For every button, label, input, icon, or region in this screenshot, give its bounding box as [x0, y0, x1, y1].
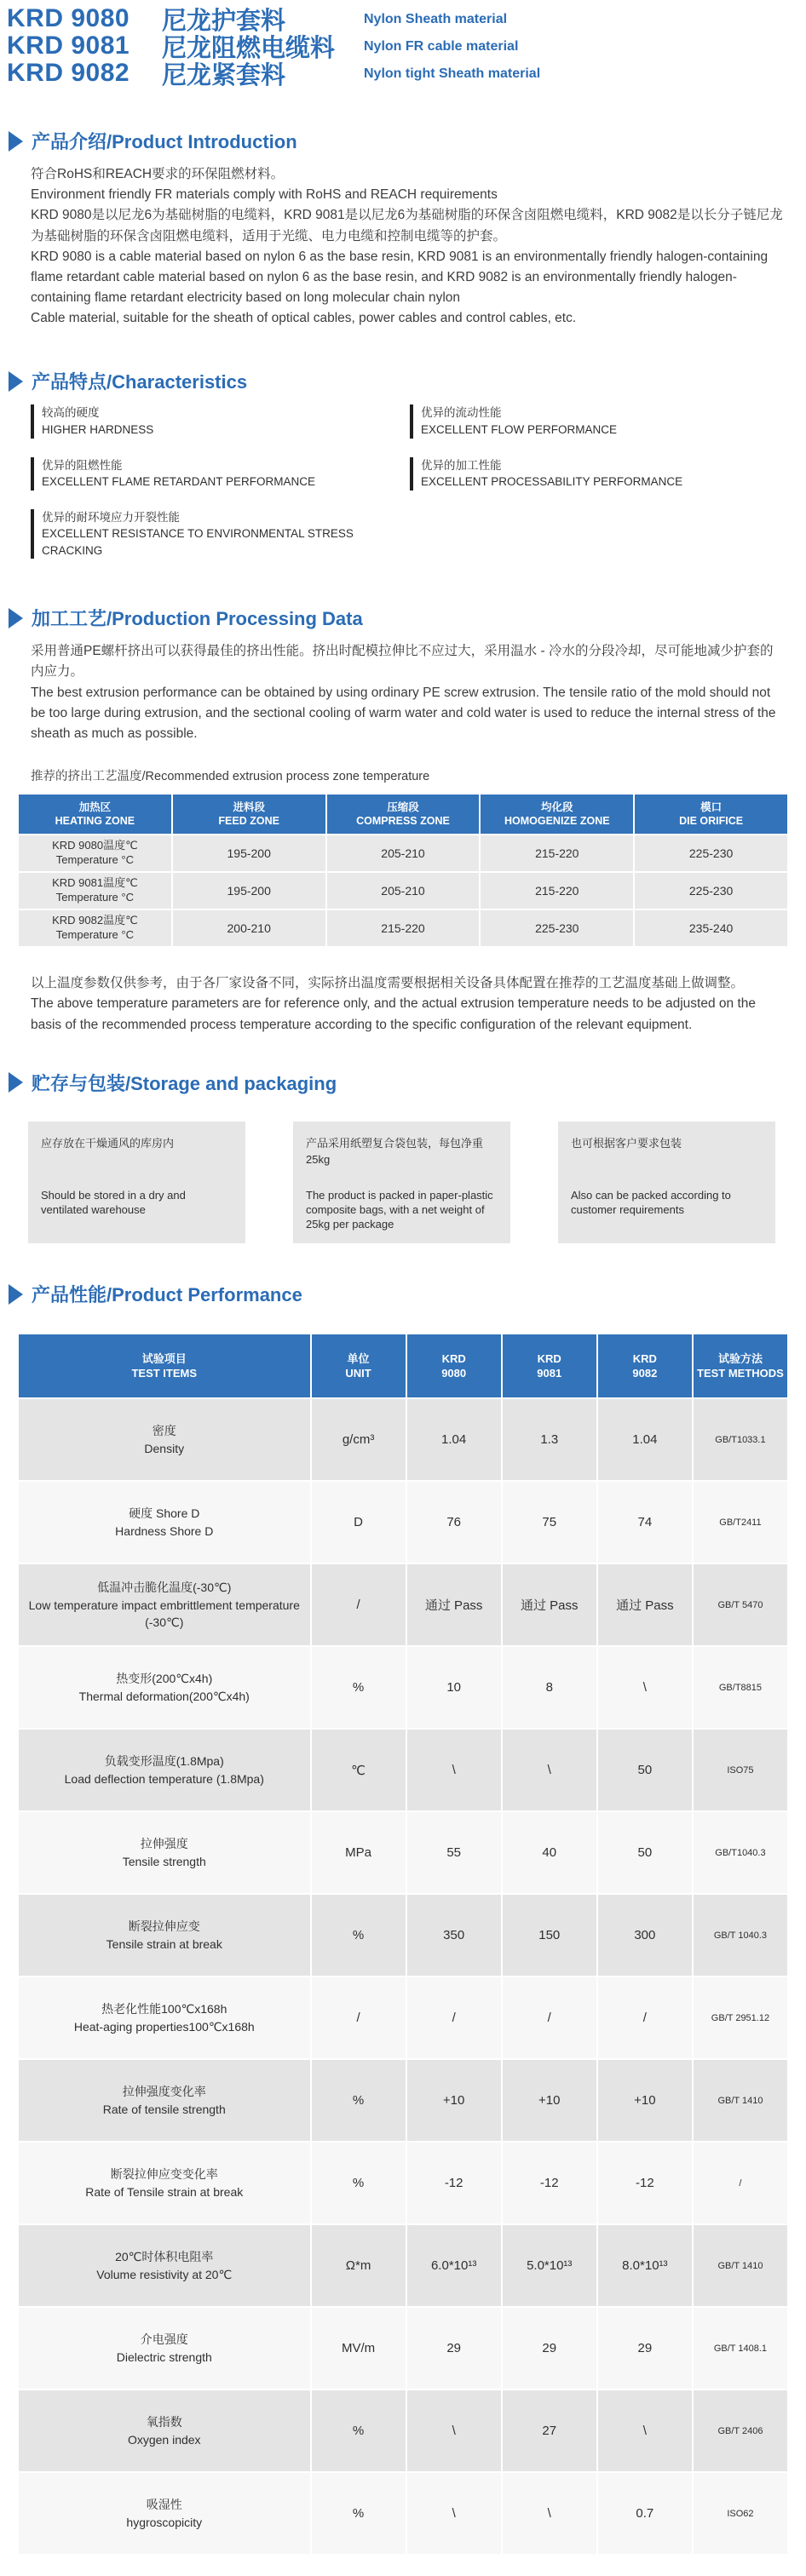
section-characteristics [0, 368, 806, 559]
product-name-en: Nylon FR cable material [364, 39, 519, 54]
test-method-cell: ISO62 [693, 2472, 788, 2555]
test-item-cell [18, 1976, 311, 2059]
krd9082-value-cell: 50 [597, 1811, 693, 1894]
header-line-1: 试验方法 [717, 1351, 763, 1365]
krd9080-value-cell: +10 [406, 2059, 502, 2142]
section-title: 产品性能/Product Performance [32, 1284, 302, 1306]
section-heading-characteristics [9, 368, 806, 394]
krd9082-value-cell: 1.04 [597, 1398, 693, 1481]
feed-zone-value: 195-200 [172, 835, 326, 872]
die-orifice-value: 235-240 [634, 909, 788, 947]
temp-table-row [18, 909, 788, 947]
test-item-cn: 热老化性能100℃x168h [101, 2002, 227, 2017]
performance-row [18, 1976, 788, 2059]
product-title-row [7, 32, 806, 60]
krd9080-value-cell: 1.04 [406, 1398, 502, 1481]
section-title: 产品介绍/Product Introduction [32, 131, 297, 152]
header-line-2: TEST ITEMS [131, 1367, 198, 1380]
processing-text [31, 641, 786, 744]
feed-zone-value: 200-210 [172, 909, 326, 947]
zone-cn: KRD 9081温度℃ [52, 876, 138, 890]
performance-row [18, 1398, 788, 1481]
test-method-cell: ISO75 [693, 1729, 788, 1811]
header-line-2: 9081 [537, 1367, 562, 1380]
test-item-en: Rate of Tensile strain at break [85, 2184, 244, 2199]
krd9081-value-cell: 150 [502, 1894, 597, 1976]
test-item-cell [18, 2307, 311, 2390]
product-name-en: Nylon tight Sheath material [364, 66, 541, 81]
krd9081-value-cell: 8 [502, 1646, 597, 1729]
characteristic-en: EXCELLENT FLAME RETARDANT PERFORMANCE [42, 475, 316, 489]
processing-note [31, 973, 786, 1036]
storage-box [28, 1122, 245, 1243]
test-item-en: Volume resistivity at 20℃ [96, 2267, 233, 2281]
header-line-en: FEED ZONE [218, 815, 279, 828]
storage-box-en: Should be stored in a dry and ventilated warehouse [41, 1188, 186, 1216]
temp-table-header-cell [634, 794, 788, 835]
test-item-cell [18, 2390, 311, 2472]
section-heading-performance [9, 1281, 806, 1307]
introduction-text [31, 164, 786, 329]
test-item-cn: 密度 [152, 1424, 176, 1438]
test-item-cell [18, 2224, 311, 2307]
die-orifice-value: 225-230 [634, 872, 788, 909]
compress-zone-value: 205-210 [326, 835, 481, 872]
zone-en: Temperature °C [55, 853, 134, 867]
triangle-bullet-icon [9, 1284, 23, 1305]
test-item-cell [18, 2142, 311, 2224]
test-method-cell: GB/T 1410 [693, 2059, 788, 2142]
performance-row [18, 2390, 788, 2472]
unit-cell: / [311, 1976, 406, 2059]
temp-table-header-row [18, 794, 788, 835]
extrusion-temperature-table [17, 793, 789, 948]
paragraph: 以上温度参数仅供参考，由于各厂家设备不同，实际挤出温度需要根据相关设备具体配置在推荐的工艺温度基础上做调整。 [31, 976, 745, 991]
product-code: KRD 9081 [7, 32, 130, 60]
krd9082-value-cell: 50 [597, 1729, 693, 1811]
test-item-cell [18, 1563, 311, 1646]
characteristic-cn: 优异的耐环境应力开裂性能 [42, 510, 180, 524]
header-line-1: KRD [441, 1351, 466, 1365]
triangle-bullet-icon [9, 131, 23, 152]
performance-header-cell [18, 1334, 311, 1398]
homogenize-zone-value: 215-220 [480, 835, 634, 872]
storage-box-cn: 也可根据客户要求包装 [571, 1136, 682, 1150]
performance-header-cell [597, 1334, 693, 1398]
performance-header-cell [693, 1334, 788, 1398]
performance-row [18, 2224, 788, 2307]
storage-boxes [28, 1122, 806, 1243]
section-introduction [0, 128, 806, 329]
unit-cell: / [311, 1563, 406, 1646]
performance-header-row [18, 1334, 788, 1398]
performance-row [18, 1481, 788, 1563]
performance-row [18, 2059, 788, 2142]
performance-row [18, 2142, 788, 2224]
characteristic-cn: 较高的硬度 [42, 406, 100, 420]
performance-header-cell [406, 1334, 502, 1398]
performance-row [18, 2472, 788, 2555]
section-processing [0, 605, 806, 1035]
krd9082-value-cell: 8.0*10¹³ [597, 2224, 693, 2307]
homogenize-zone-value: 215-220 [480, 872, 634, 909]
product-name-cn: 尼龙紧套料 [162, 61, 286, 89]
test-method-cell: GB/T2411 [693, 1481, 788, 1563]
header-line-1: KRD [632, 1351, 657, 1365]
krd9081-value-cell: 29 [502, 2307, 597, 2390]
section-heading-storage [9, 1070, 806, 1096]
product-code: KRD 9082 [7, 59, 130, 87]
product-title-row [7, 4, 806, 35]
krd9080-value-cell: \ [406, 2472, 502, 2555]
characteristic-en: HIGHER HARDNESS [42, 422, 154, 436]
unit-cell: % [311, 1894, 406, 1976]
characteristics-grid [31, 404, 758, 559]
krd9082-value-cell: \ [597, 1646, 693, 1729]
header-line-cn: 压缩段 [387, 800, 419, 813]
section-performance [0, 1281, 806, 2556]
header-line-1: 单位 [347, 1351, 370, 1365]
paragraph: KRD 9080是以尼龙6为基础树脂的电缆料，KRD 9081是以尼龙6为基础树脂的环保含卤阻燃电缆料，KRD 9082是以长分子链尼龙为基础树脂的环保含卤阻燃电缆料，适用于光缆、电力电缆和控制电缆等的护套。 [31, 208, 783, 244]
test-method-cell: GB/T8815 [693, 1646, 788, 1729]
test-method-cell: GB/T 2406 [693, 2390, 788, 2472]
test-item-cn: 低温冲击脆化温度(-30℃) [97, 1581, 232, 1595]
header-line-en: COMPRESS ZONE [356, 815, 450, 828]
test-method-cell: / [693, 2142, 788, 2224]
test-item-cn: 介电强度 [140, 2332, 188, 2347]
test-item-cn: 吸湿性 [146, 2498, 182, 2512]
header-line-en: HEATING ZONE [55, 815, 135, 828]
die-orifice-value: 225-230 [634, 835, 788, 872]
triangle-bullet-icon [9, 608, 23, 628]
characteristic-cn: 优异的阻燃性能 [42, 458, 123, 472]
storage-box-en: Also can be packed according to customer requirements [571, 1188, 731, 1216]
characteristic-item [31, 457, 379, 491]
characteristic-en: EXCELLENT PROCESSABILITY PERFORMANCE [421, 475, 683, 489]
homogenize-zone-value: 225-230 [480, 909, 634, 947]
krd9080-value-cell: 10 [406, 1646, 502, 1729]
performance-table [17, 1333, 789, 2556]
section-storage [0, 1070, 806, 1243]
krd9080-value-cell: -12 [406, 2142, 502, 2224]
krd9082-value-cell: \ [597, 2390, 693, 2472]
product-title-row [7, 60, 806, 87]
krd9081-value-cell: 75 [502, 1481, 597, 1563]
krd9081-value-cell: +10 [502, 2059, 597, 2142]
paragraph: KRD 9080 is a cable material based on nylon 6 as the base resin, KRD 9081 is an environmentally friendly halogen-containing flame retardant cable material based on nylon 6 as the base resin, and KRD 9082 is an environmentally friendly halogen-containing flame retardant electricity based on long molecular chain nylon [31, 249, 769, 306]
test-method-cell: GB/T 5470 [693, 1563, 788, 1646]
krd9080-value-cell: 通过 Pass [406, 1563, 502, 1646]
test-method-cell: GB/T 2951.12 [693, 1976, 788, 2059]
paragraph: 采用普通PE螺杆挤出可以获得最佳的挤出性能。挤出时配模拉伸比不应过大，采用温水 - 冷水的分段冷却，尽可能地减少护套的内应力。 [31, 644, 774, 680]
compress-zone-value: 205-210 [326, 872, 481, 909]
unit-cell: % [311, 2472, 406, 2555]
test-item-en: Thermal deformation(200℃x4h) [78, 1689, 250, 1703]
temp-table-header-cell [18, 794, 172, 835]
paragraph: The above temperature parameters are for reference only, and the actual extrusion temperature needs to be adjusted on the basis of the recommended process temperature according to the specific configuration of the relevant equipment. [31, 996, 757, 1032]
krd9081-value-cell: 27 [502, 2390, 597, 2472]
krd9081-value-cell: / [502, 1976, 597, 2059]
triangle-bullet-icon [9, 371, 23, 392]
section-title: 加工工艺/Production Processing Data [32, 608, 363, 630]
zone-label-cell [18, 909, 172, 947]
krd9082-value-cell: / [597, 1976, 693, 2059]
header-line-en: DIE ORIFICE [679, 815, 744, 828]
unit-cell: % [311, 2390, 406, 2472]
header-line-2: TEST METHODS [697, 1367, 784, 1380]
header-line-2: UNIT [345, 1367, 371, 1380]
krd9082-value-cell: +10 [597, 2059, 693, 2142]
krd9082-value-cell: 通过 Pass [597, 1563, 693, 1646]
product-name-cn: 尼龙阻燃电缆料 [162, 34, 336, 62]
zone-label-cell [18, 872, 172, 909]
krd9080-value-cell: \ [406, 1729, 502, 1811]
krd9081-value-cell: \ [502, 1729, 597, 1811]
product-title-block [0, 5, 806, 87]
performance-row [18, 1811, 788, 1894]
temp-table-header-cell [326, 794, 481, 835]
performance-header-cell [311, 1334, 406, 1398]
krd9082-value-cell: -12 [597, 2142, 693, 2224]
product-name-en: Nylon Sheath material [364, 12, 508, 26]
header-line-cn: 均化段 [541, 800, 573, 813]
performance-row [18, 1646, 788, 1729]
characteristic-cn: 优异的流动性能 [421, 406, 502, 420]
krd9080-value-cell: \ [406, 2390, 502, 2472]
header-line-1: KRD [537, 1351, 561, 1365]
paragraph: Environment friendly FR materials comply with RoHS and REACH requirements [31, 187, 498, 203]
test-method-cell: GB/T1040.3 [693, 1811, 788, 1894]
zone-en: Temperature °C [55, 891, 134, 904]
unit-cell: Ω*m [311, 2224, 406, 2307]
test-method-cell: GB/T 1040.3 [693, 1894, 788, 1976]
performance-header-cell [502, 1334, 597, 1398]
temp-table-row [18, 835, 788, 872]
test-item-cell [18, 1481, 311, 1563]
test-method-cell: GB/T 1408.1 [693, 2307, 788, 2390]
krd9081-value-cell: 通过 Pass [502, 1563, 597, 1646]
triangle-bullet-icon [9, 1072, 23, 1093]
performance-row [18, 1729, 788, 1811]
test-item-cell [18, 1729, 311, 1811]
test-item-cell [18, 1811, 311, 1894]
test-item-cn: 20℃时体积电阻率 [115, 2250, 214, 2264]
krd9081-value-cell: 5.0*10¹³ [502, 2224, 597, 2307]
test-item-cn: 热变形(200℃x4h) [116, 1672, 213, 1686]
performance-row [18, 1894, 788, 1976]
unit-cell: g/cm³ [311, 1398, 406, 1481]
test-item-cn: 拉伸强度变化率 [122, 2085, 206, 2099]
krd9082-value-cell: 74 [597, 1481, 693, 1563]
header-line-cn: 模口 [700, 800, 723, 813]
section-heading-processing [9, 605, 806, 631]
zone-cn: KRD 9080温度℃ [52, 839, 138, 852]
zone-cn: KRD 9082温度℃ [52, 914, 138, 927]
feed-zone-value: 195-200 [172, 872, 326, 909]
paragraph: The best extrusion performance can be obtained by using ordinary PE screw extrusion. The tensile ratio of the mold should not be too large during extrusion, and the sectional cooling of warm water and cold water is used to reduce the internal stress of the sheath as much as possible. [31, 685, 776, 741]
test-item-cn: 断裂拉伸应变 [128, 1919, 200, 1934]
characteristic-item [31, 509, 379, 559]
test-item-en: Heat-aging properties100℃x168h [73, 2019, 255, 2034]
test-item-en: Dielectric strength [116, 2349, 212, 2364]
header-line-cn: 进料段 [233, 800, 265, 813]
header-line-cn: 加热区 [78, 800, 112, 813]
performance-row [18, 1563, 788, 1646]
krd9082-value-cell: 300 [597, 1894, 693, 1976]
storage-box-en: The product is packed in paper-plastic composite bags, with a net weight of 25kg per package [306, 1188, 493, 1231]
header-line-en: HOMOGENIZE ZONE [504, 815, 610, 828]
paragraph: Cable material, suitable for the sheath of optical cables, power cables and control cables, etc. [31, 311, 577, 326]
test-item-cell [18, 1646, 311, 1729]
storage-box [293, 1122, 510, 1243]
test-item-cn: 拉伸强度 [140, 1837, 188, 1851]
test-item-cell [18, 1894, 311, 1976]
section-title: 贮存与包装/Storage and packaging [32, 1072, 337, 1094]
characteristic-item [31, 404, 379, 438]
storage-box [558, 1122, 775, 1243]
test-item-cell [18, 1398, 311, 1481]
storage-box-cn: 产品采用纸塑复合袋包装，每包净重25kg [306, 1136, 484, 1167]
unit-cell: MPa [311, 1811, 406, 1894]
zone-en: Temperature °C [55, 928, 134, 942]
test-item-en: Tensile strain at break [106, 1936, 222, 1951]
header-line-1: 试验项目 [141, 1351, 187, 1365]
temp-table-header-cell [172, 794, 326, 835]
krd9080-value-cell: 29 [406, 2307, 502, 2390]
unit-cell: D [311, 1481, 406, 1563]
test-method-cell: GB/T 1410 [693, 2224, 788, 2307]
paragraph: 符合RoHS和REACH要求的环保阻燃材料。 [31, 167, 285, 181]
krd9081-value-cell: -12 [502, 2142, 597, 2224]
unit-cell: % [311, 2142, 406, 2224]
performance-row [18, 2307, 788, 2390]
test-item-cn: 硬度 Shore D [129, 1506, 200, 1521]
section-heading-introduction [9, 128, 806, 154]
krd9080-value-cell: 350 [406, 1894, 502, 1976]
test-item-en: Load deflection temperature (1.8Mpa) [64, 1771, 264, 1786]
product-name-cn: 尼龙护套料 [162, 7, 286, 35]
section-title: 产品特点/Characteristics [32, 371, 248, 393]
header-line-2: 9082 [632, 1367, 658, 1380]
test-method-cell: GB/T1033.1 [693, 1398, 788, 1481]
test-item-en: hygroscopicity [126, 2515, 203, 2529]
temp-table-header-cell [480, 794, 634, 835]
test-item-cell [18, 2472, 311, 2555]
test-item-cn: 氧指数 [146, 2415, 182, 2430]
krd9082-value-cell: 0.7 [597, 2472, 693, 2555]
krd9081-value-cell: 40 [502, 1811, 597, 1894]
krd9080-value-cell: 76 [406, 1481, 502, 1563]
product-code: KRD 9080 [7, 4, 130, 32]
test-item-cn: 负载变形温度(1.8Mpa) [104, 1754, 224, 1769]
characteristic-cn: 优异的加工性能 [421, 458, 502, 472]
characteristic-en: EXCELLENT FLOW PERFORMANCE [421, 422, 618, 436]
test-item-en: Low temperature impact embrittlement temperature (-30℃) [28, 1598, 300, 1629]
test-item-en: Oxygen index [127, 2432, 201, 2447]
krd9081-value-cell: \ [502, 2472, 597, 2555]
storage-box-cn: 应存放在干燥通风的库房内 [41, 1136, 175, 1150]
characteristic-item [410, 404, 758, 438]
unit-cell: % [311, 1646, 406, 1729]
krd9081-value-cell: 1.3 [502, 1398, 597, 1481]
unit-cell: % [311, 2059, 406, 2142]
krd9082-value-cell: 29 [597, 2307, 693, 2390]
unit-cell: ℃ [311, 1729, 406, 1811]
unit-cell: MV/m [311, 2307, 406, 2390]
test-item-en: Tensile strength [122, 1854, 206, 1868]
krd9080-value-cell: 6.0*10¹³ [406, 2224, 502, 2307]
test-item-en: Hardness Shore D [115, 1523, 214, 1538]
test-item-en: Density [144, 1441, 185, 1455]
test-item-cn: 断裂拉伸应变变化率 [110, 2167, 218, 2182]
krd9080-value-cell: 55 [406, 1811, 502, 1894]
header-line-2: 9080 [441, 1367, 467, 1380]
characteristic-item [410, 457, 758, 491]
temp-table-caption: 推荐的挤出工艺温度/Recommended extrusion process zone temperature [31, 770, 430, 784]
compress-zone-value: 215-220 [326, 909, 481, 947]
characteristic-en: EXCELLENT RESISTANCE TO ENVIRONMENTAL STRESS CRACKING [42, 527, 354, 557]
test-item-en: Rate of tensile strength [102, 2102, 226, 2116]
krd9080-value-cell: / [406, 1976, 502, 2059]
temp-table-row [18, 872, 788, 909]
zone-label-cell [18, 835, 172, 872]
test-item-cell [18, 2059, 311, 2142]
